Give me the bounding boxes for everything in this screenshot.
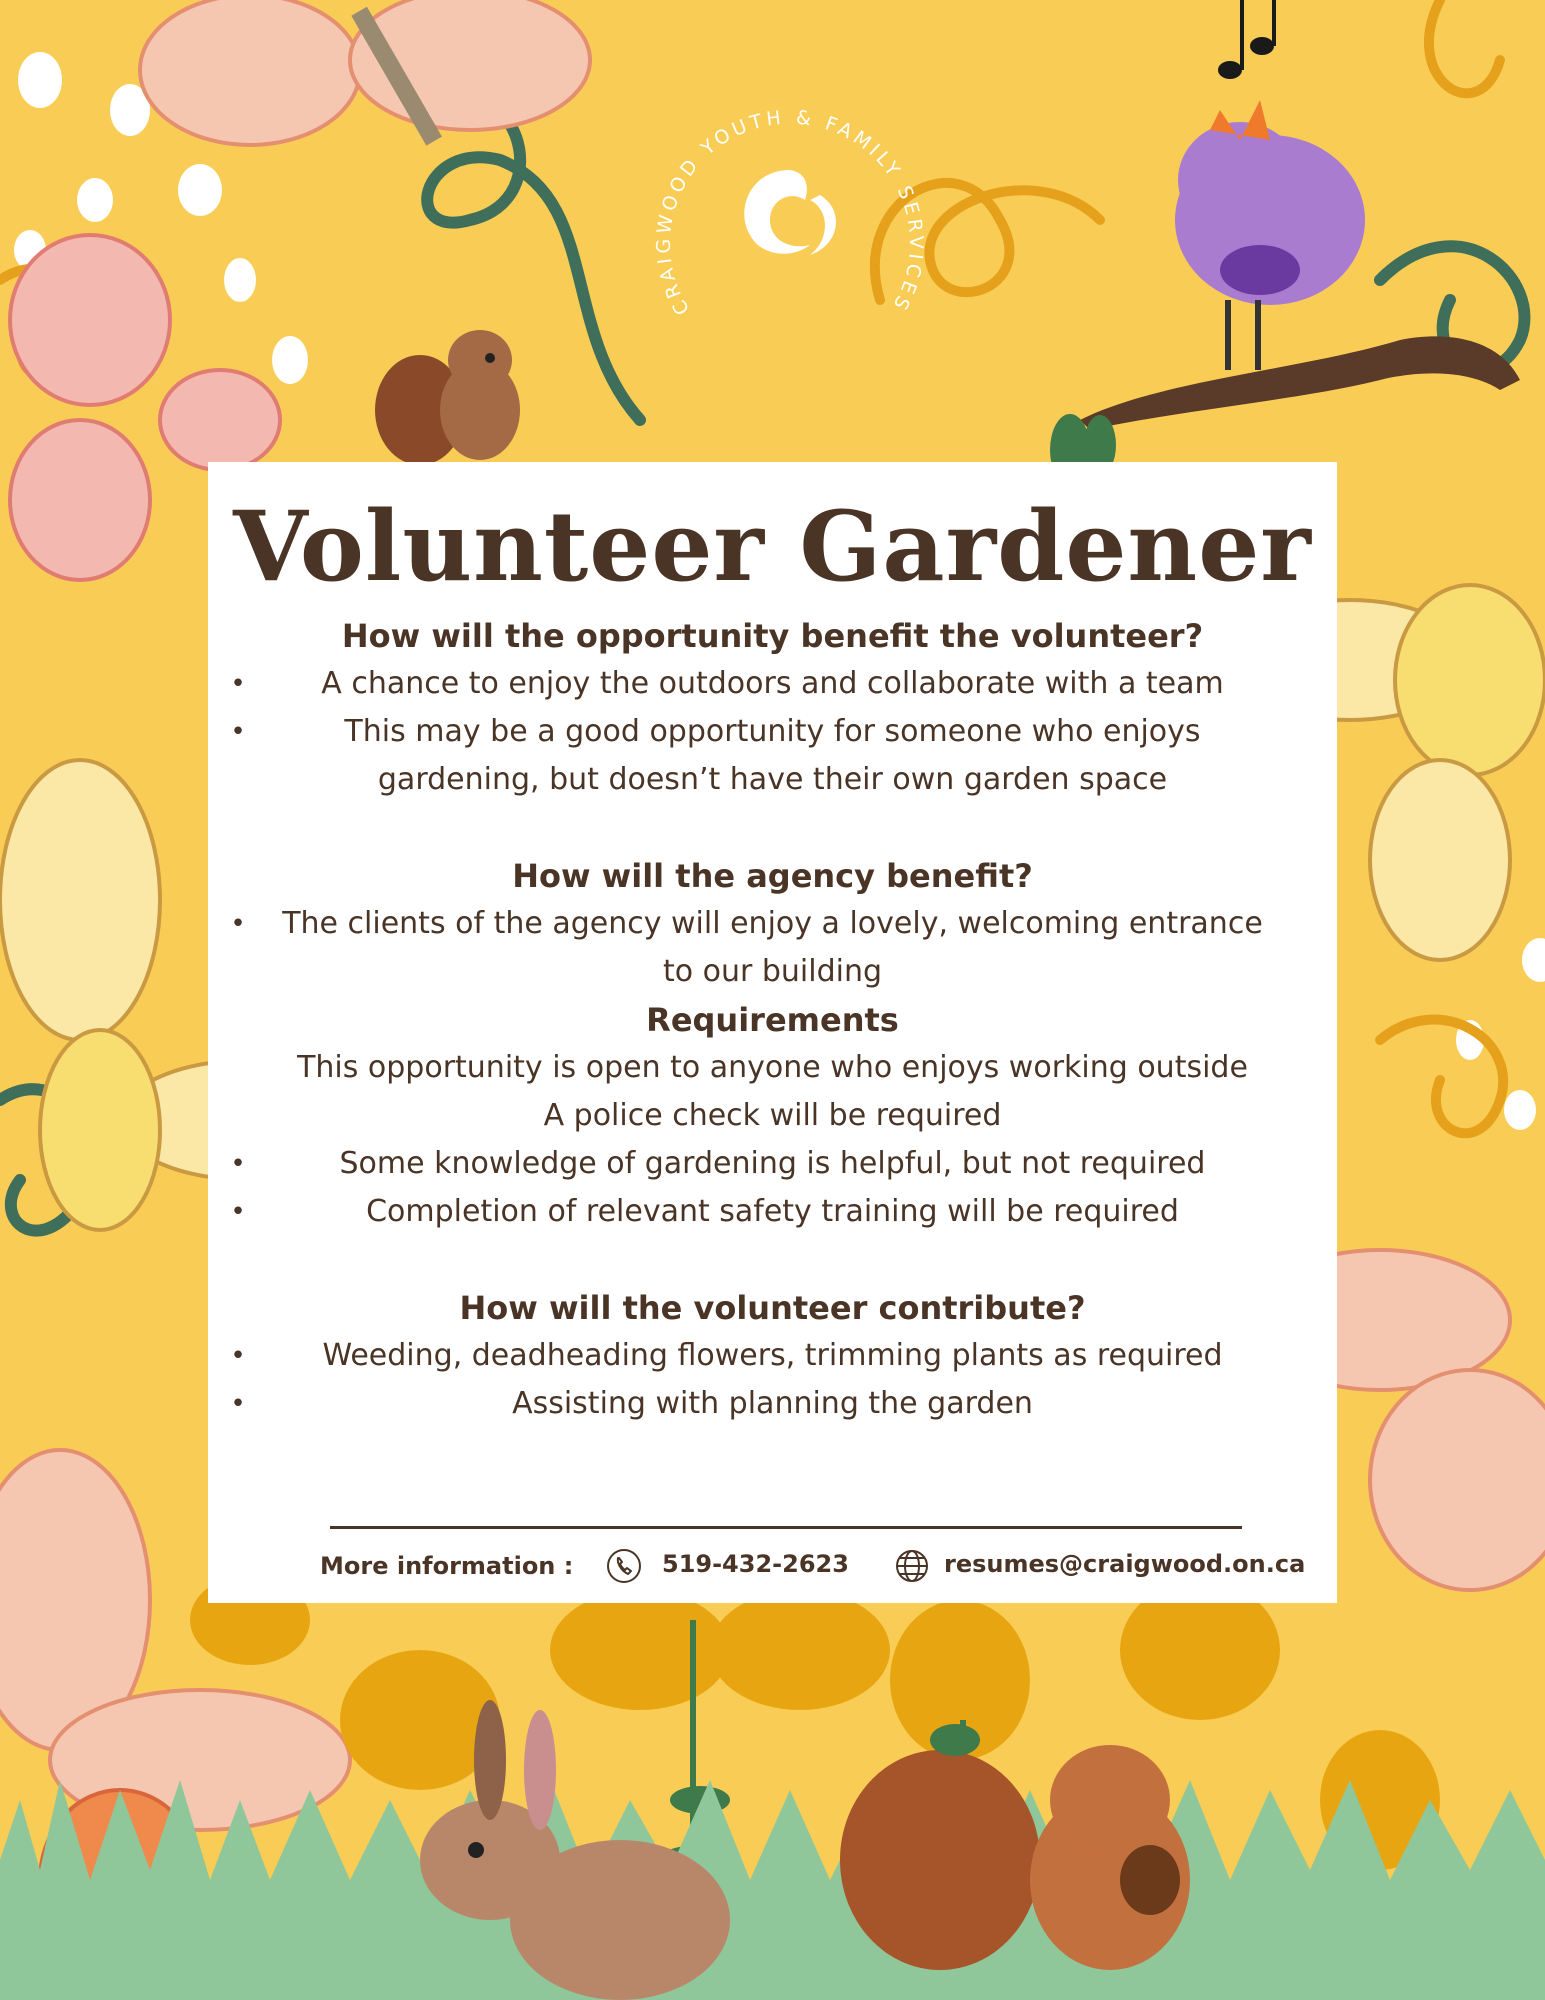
- page-title: Volunteer Gardener: [233, 490, 1312, 603]
- phone-icon: [606, 1548, 642, 1584]
- content-card: [208, 462, 1337, 1603]
- music-notes: [1218, 0, 1276, 79]
- globe-icon: [894, 1548, 930, 1584]
- bullet-icon: •: [230, 1389, 246, 1419]
- bullet-icon: •: [230, 1149, 246, 1179]
- section-heading: How will the agency benefit?: [512, 857, 1033, 895]
- list-item: [208, 708, 1337, 804]
- contact-label: More information :: [320, 1552, 574, 1580]
- bullet-icon: •: [230, 909, 246, 939]
- logo-mark-icon: [744, 170, 810, 254]
- bullet-icon: •: [230, 717, 246, 747]
- content-body: [208, 612, 1337, 1428]
- logo-text: CRAIGWOOD YOUTH & FAMILY SERVICES: [652, 106, 928, 319]
- bullet-icon: •: [230, 1341, 246, 1371]
- section-heading: How will the volunteer contribute?: [459, 1289, 1086, 1327]
- list-item-text: Some knowledge of gardening is helpful, but not required: [339, 1146, 1206, 1181]
- list-item: [208, 660, 1337, 708]
- list-item: [208, 1140, 1337, 1188]
- list-item-text: This may be a good opportunity for someone who enjoys gardening, but doesn’t have their own garden space: [344, 714, 1201, 797]
- bullet-icon: •: [230, 669, 246, 699]
- list-item-text: A chance to enjoy the outdoors and collaborate with a team: [321, 666, 1224, 701]
- list-item: [208, 1044, 1337, 1092]
- list-item-text: Completion of relevant safety training will be required: [366, 1194, 1179, 1229]
- contact-info: [208, 1544, 1337, 1584]
- bullet-icon: •: [230, 1197, 246, 1227]
- divider: [330, 1526, 1242, 1529]
- list-item-text: Assisting with planning the garden: [512, 1386, 1033, 1421]
- bird-on-branch: [1050, 100, 1520, 486]
- squirrel-top: [375, 330, 520, 465]
- list-item-text: This opportunity is open to anyone who enjoys working outside: [297, 1050, 1248, 1085]
- section-agency-benefit: [208, 852, 1337, 996]
- craigwood-logo: [640, 60, 940, 360]
- list-item-text: The clients of the agency will enjoy a lovely, welcoming entrance to our building: [282, 906, 1263, 989]
- list-item: [208, 900, 1337, 996]
- section-heading: Requirements: [646, 1001, 899, 1039]
- section-volunteer-contribute: [208, 1284, 1337, 1428]
- list-item: [208, 1332, 1337, 1380]
- list-item: [208, 1380, 1337, 1428]
- email-link[interactable]: resumes@craigwood.on.ca: [944, 1550, 1306, 1578]
- list-item: [208, 1092, 1337, 1140]
- list-item-text: Weeding, deadheading flowers, trimming plants as required: [322, 1338, 1223, 1373]
- section-heading: How will the opportunity benefit the volunteer?: [341, 617, 1204, 655]
- list-item-text: A police check will be required: [543, 1098, 1002, 1133]
- list-item: [208, 1188, 1337, 1236]
- butterfly-top-left: [140, 0, 590, 146]
- section-requirements: [208, 996, 1337, 1236]
- svg-text:CRAIGWOOD YOUTH & FAMILY SERVI: [653, 107, 927, 319]
- phone-link[interactable]: 519-432-2623: [662, 1550, 849, 1578]
- section-volunteer-benefit: [208, 612, 1337, 804]
